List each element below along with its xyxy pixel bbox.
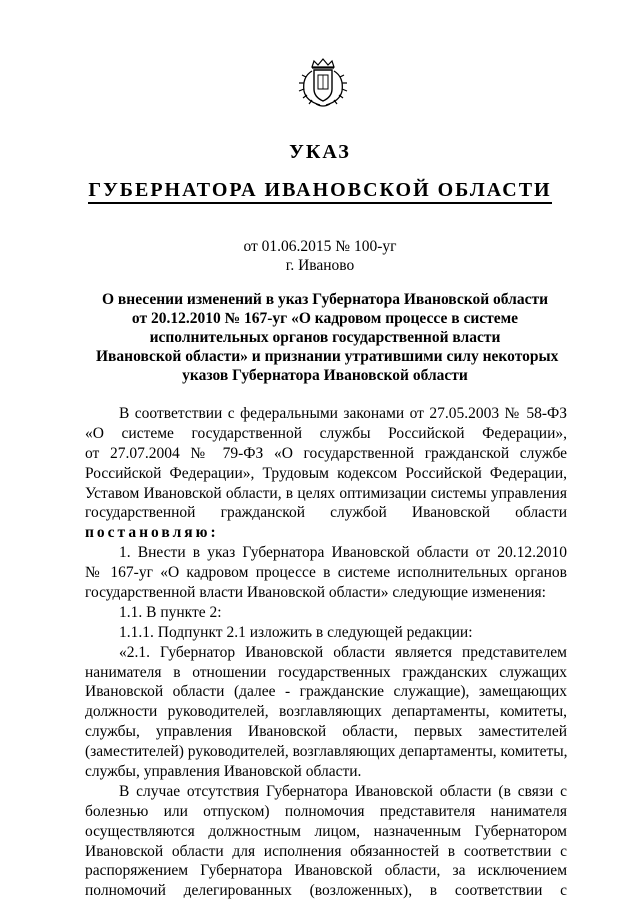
coat-of-arms-emblem: [292, 57, 354, 109]
body-line: 1.1.1. Подпункт 2.1 изложить в следующей редакции:: [119, 623, 473, 641]
body-line: В соответствии с федеральными законами от 27.05.2003 № 58-ФЗ: [119, 405, 567, 422]
body-line: государственной гражданской службой Ивановской области: [85, 504, 567, 522]
document-date-number: от 01.06.2015 № 100-уг: [243, 238, 397, 255]
body-line: Ивановской области (далее - гражданские служащие), замещающих: [85, 683, 567, 701]
body-line: 1.1. В пункте 2:: [119, 603, 222, 621]
body-line: службы, управления Ивановской области.: [85, 763, 362, 781]
body-line: осуществляются должностным лицом, назначенным Губернатором: [85, 822, 567, 840]
issuer-title: [0, 179, 640, 202]
body-line: должности руководителей, возглавляющих департаменты, комитеты,: [85, 703, 567, 721]
decree-keyword: постановляю:: [85, 524, 219, 542]
body-line: болезнью или отпуском) полномочия представителя нанимателя: [85, 802, 567, 820]
body-line: распоряжением Губернатора Ивановской области, за исключением: [85, 862, 567, 880]
body-line: Ивановской области для исполнения обязанностей в соответствии с: [85, 842, 567, 860]
body-line: «2.1. Губернатор Ивановской области является представителем: [119, 643, 567, 661]
body-line: нанимателя в отношении государственных гражданских служащих: [85, 663, 567, 681]
document-place: г. Иваново: [285, 257, 355, 274]
body-line: службы, управления Ивановской области, первых заместителей: [85, 723, 567, 741]
body-line: от 27.07.2004 № 79-ФЗ «О государственной гражданской службе: [85, 444, 567, 462]
subject-line: от 20.12.2010 № 167-уг «О кадровом процессе в системе: [131, 310, 519, 327]
body-line: В случае отсутствия Губернатора Ивановской области (в связи с: [119, 782, 567, 800]
body-line: Уставом Ивановской области, в целях оптимизации системы управления: [85, 484, 567, 502]
subject-line: исполнительных органов государственной власти: [149, 329, 501, 346]
document-type-title: УКАЗ: [289, 141, 351, 163]
body-line: полномочий делегированных (возложенных), в соответствии с: [85, 882, 567, 900]
document-body: [85, 404, 567, 901]
subject-line: Ивановской области» и признании утратившими силу некоторых: [96, 348, 559, 365]
issuer-title-text: ГУБЕРНАТОРА ИВАНОВСКОЙ ОБЛАСТИ: [88, 179, 551, 204]
body-line: «О системе государственной службы Российской Федерации»,: [85, 424, 567, 442]
subject-line: О внесении изменений в указ Губернатора Ивановской области: [101, 291, 549, 308]
body-line: Российской Федерации», Трудовым кодексом Российской Федерации,: [85, 464, 567, 482]
body-line: № 167-уг «О кадровом процессе в системе исполнительных органов: [85, 564, 567, 582]
body-line: 1. Внести в указ Губернатора Ивановской области от 20.12.2010: [119, 544, 567, 562]
body-line: государственной власти Ивановской области» следующие изменения:: [85, 584, 546, 602]
document-subject: [96, 290, 559, 385]
subject-line: указов Губернатора Ивановской области: [182, 367, 468, 384]
body-line: (заместителей) руководителей, возглавляющих департаменты, комитеты,: [85, 743, 568, 761]
